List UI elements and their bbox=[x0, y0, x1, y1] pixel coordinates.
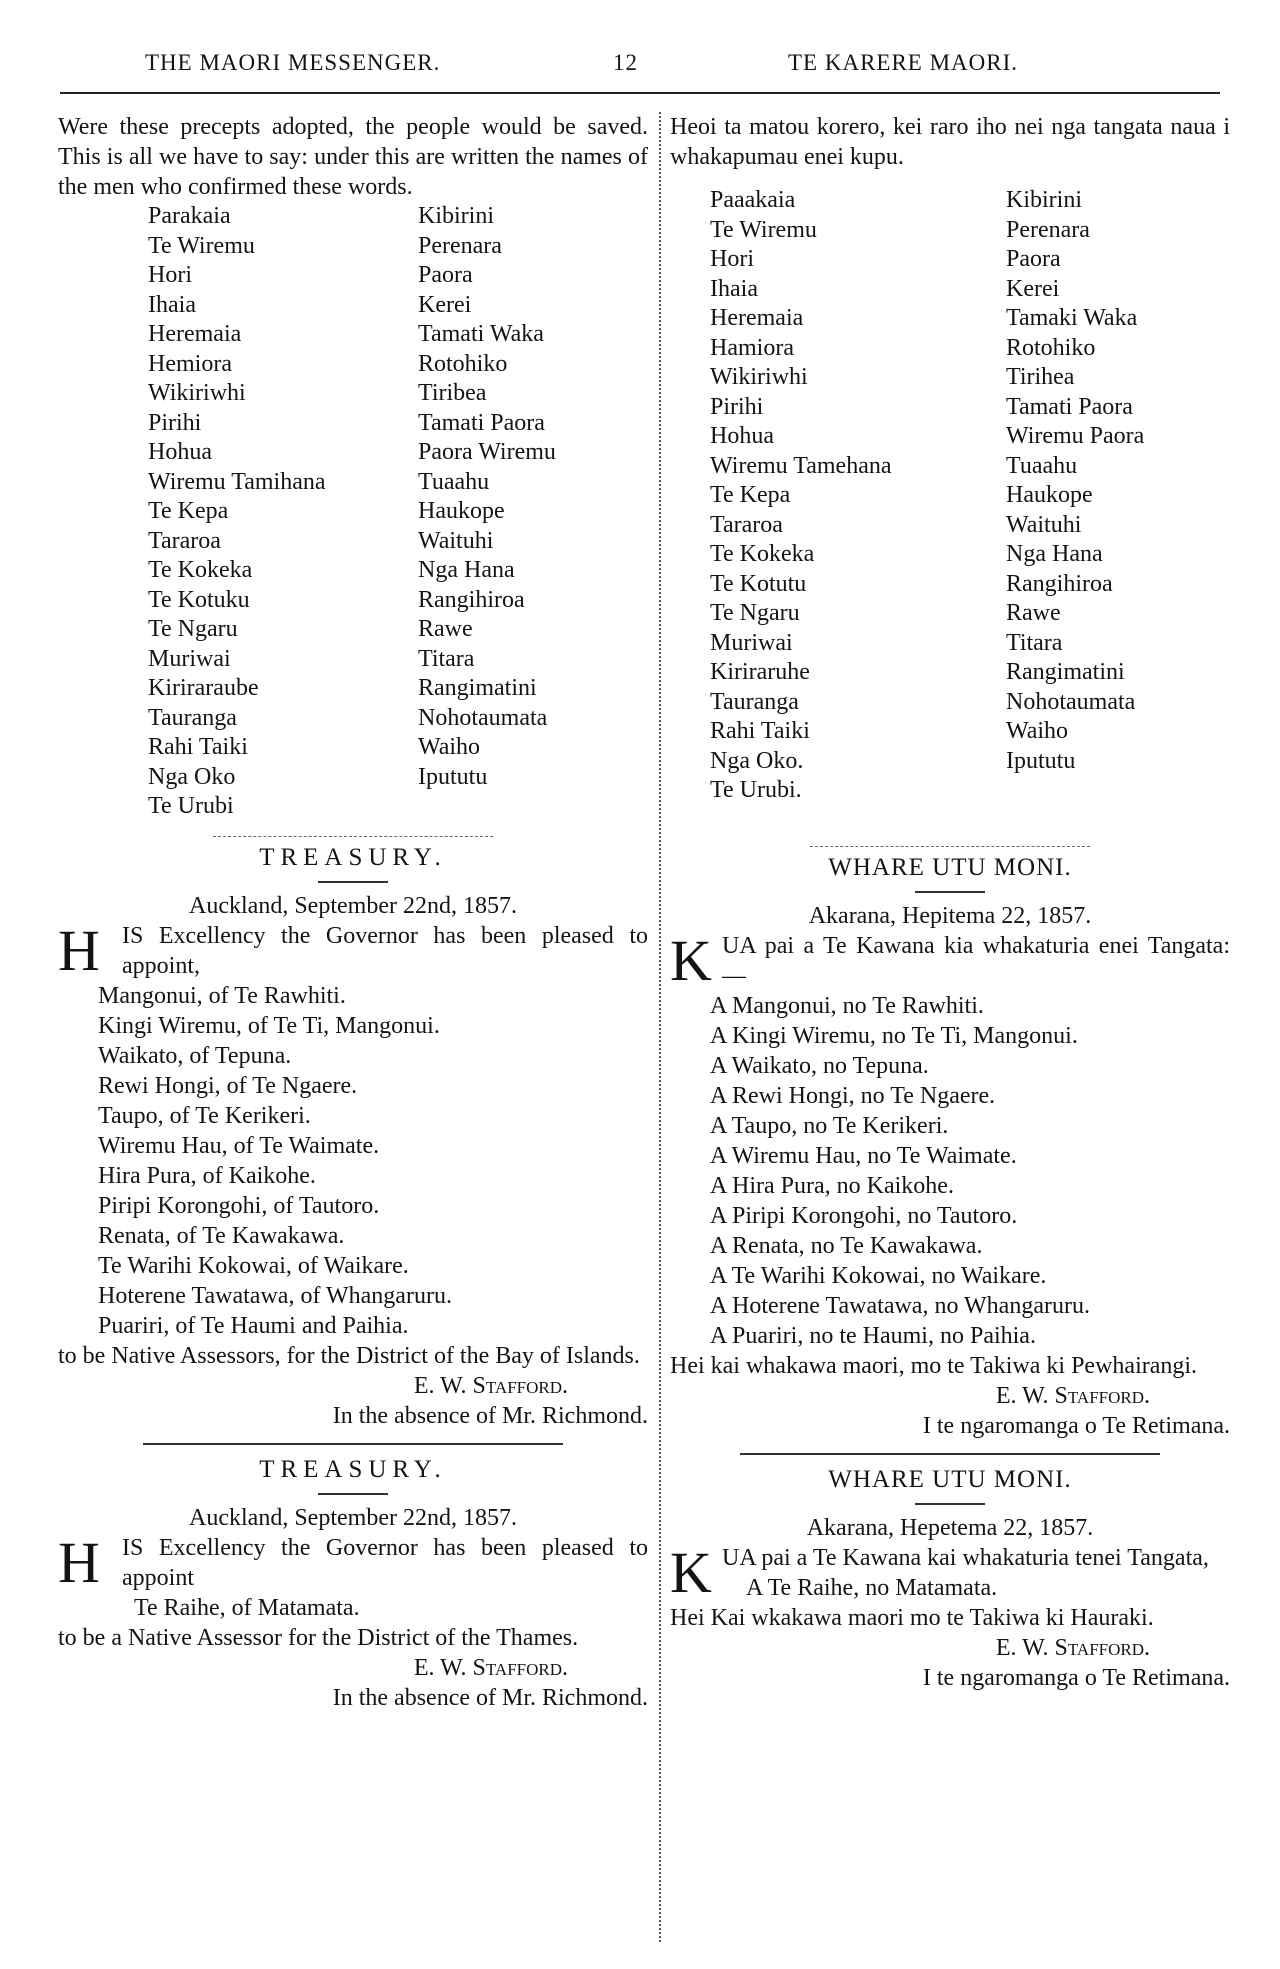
appointee-item: Puariri, of Te Haumi and Paihia. bbox=[98, 1312, 409, 1339]
name-entry: Tamati Paora bbox=[1006, 393, 1133, 420]
name-entry: Hohua bbox=[148, 439, 212, 465]
name-entry: Kiriraruhe bbox=[710, 659, 810, 685]
name-entry: Nohotaumata bbox=[1006, 688, 1136, 715]
signature-note: I te ngaromanga o Te Retimana. bbox=[922, 1412, 1230, 1439]
name-entry: Muriwai bbox=[710, 629, 793, 656]
name-entry: Nga Hana bbox=[418, 557, 515, 583]
name-entry: Kerei bbox=[418, 291, 472, 318]
appointee-item: A Kingi Wiremu, no Te Ti, Mangonui. bbox=[710, 1022, 1078, 1049]
names-column-1 bbox=[148, 202, 418, 822]
appointee-item: A Hira Pura, no Kaikohe. bbox=[710, 1172, 954, 1199]
appointee-item: Kingi Wiremu, of Te Ti, Mangonui. bbox=[98, 1012, 440, 1039]
name-entry: Titara bbox=[418, 645, 475, 672]
maori-column bbox=[670, 112, 1230, 1693]
name-entry: Rangimatini bbox=[1006, 659, 1125, 685]
appointee-item: A Te Raihe, no Matamata. bbox=[746, 1574, 998, 1601]
notice-1-body bbox=[670, 927, 1230, 993]
title-rule bbox=[915, 891, 985, 893]
title-rule bbox=[318, 881, 388, 883]
name-entry: Te Ngaru bbox=[148, 616, 238, 642]
notice-1-closing: to be Native Assessors, for the District of the Bay of Islands. bbox=[58, 1342, 640, 1369]
name-entry: Tuaahu bbox=[418, 468, 490, 495]
english-names-list bbox=[148, 202, 648, 822]
name-entry: Te Kotutu bbox=[710, 570, 807, 597]
notice-1-body bbox=[58, 917, 648, 983]
title-rule bbox=[915, 1503, 985, 1505]
name-entry: Waiho bbox=[418, 734, 481, 760]
name-entry: Paora bbox=[418, 262, 473, 288]
appointee-item: A Taupo, no Te Kerikeri. bbox=[710, 1112, 949, 1139]
name-entry: Tamaki Waka bbox=[1006, 305, 1138, 331]
name-entry: Muriwai bbox=[148, 645, 231, 672]
name-entry: Kibirini bbox=[418, 203, 494, 229]
name-entry: Pirihi bbox=[148, 409, 202, 436]
appointee-item: A Hoterene Tawatawa, no Whangaruru. bbox=[710, 1292, 1090, 1319]
name-entry: Tauranga bbox=[148, 704, 237, 731]
page-header bbox=[60, 44, 1220, 86]
signature: E. W. Stafford. bbox=[995, 1634, 1150, 1661]
notice-2-lead: IS Excellency the Governor has been pleased to appoint bbox=[122, 1534, 648, 1591]
name-entry: Wiremu Tamihana bbox=[148, 468, 326, 495]
drop-cap: H bbox=[58, 1529, 100, 1595]
section-separator bbox=[213, 836, 493, 837]
names-column-2 bbox=[418, 202, 678, 822]
signature-note: In the absence of Mr. Richmond. bbox=[332, 1684, 648, 1711]
signature: E. W. Stafford. bbox=[413, 1654, 568, 1681]
name-entry: Heremaia bbox=[148, 321, 242, 347]
appointee-item: A Piripi Korongohi, no Tautoro. bbox=[710, 1202, 1018, 1229]
name-entry: Hori bbox=[710, 246, 754, 272]
name-entry: Tiribea bbox=[418, 380, 487, 406]
name-entry: Te Kepa bbox=[710, 482, 791, 508]
name-entry: Kerei bbox=[1006, 275, 1060, 302]
maori-names-list bbox=[710, 186, 1230, 806]
name-entry: Waituhi bbox=[1006, 511, 1082, 538]
names-column-1 bbox=[710, 186, 1006, 806]
notice-1-date: Auckland, September 22nd, 1857. bbox=[189, 892, 517, 919]
name-entry: Pirihi bbox=[710, 393, 764, 420]
name-entry: Kiriraraube bbox=[148, 675, 259, 701]
appointee-item: Taupo, of Te Kerikeri. bbox=[98, 1102, 311, 1129]
notice-2-closing: to be a Native Assessor for the District of the Thames. bbox=[58, 1624, 579, 1651]
name-entry: Wikiriwhi bbox=[710, 364, 808, 390]
signature-note: In the absence of Mr. Richmond. bbox=[332, 1402, 648, 1429]
name-entry: Wiremu Tamehana bbox=[710, 452, 892, 479]
english-column bbox=[58, 112, 648, 1713]
name-entry: Hamiora bbox=[710, 334, 794, 361]
name-entry: Perenara bbox=[1006, 216, 1090, 243]
signature-note: I te ngaromanga o Te Retimana. bbox=[922, 1664, 1230, 1691]
drop-cap: K bbox=[670, 1539, 712, 1605]
appointee-item: A Wiremu Hau, no Te Waimate. bbox=[710, 1142, 1017, 1169]
name-entry: Tauranga bbox=[710, 688, 799, 715]
name-entry: Ipututu bbox=[1006, 747, 1076, 774]
name-entry: Heremaia bbox=[710, 305, 804, 331]
maori-intro: Heoi ta matou korero, kei raro iho nei nga tangata naua i whakapumau enei kupu. bbox=[670, 114, 1230, 170]
page-number: 12 bbox=[613, 50, 638, 75]
name-entry: Nohotaumata bbox=[418, 704, 548, 731]
name-entry: Te Kokeka bbox=[148, 557, 253, 583]
notice-2-body bbox=[58, 1529, 648, 1595]
header-english-title: THE MAORI MESSENGER. bbox=[145, 50, 441, 75]
name-entry: Rahi Taiki bbox=[710, 718, 810, 744]
name-entry: Hohua bbox=[710, 423, 774, 449]
notice-2-date: Auckland, September 22nd, 1857. bbox=[189, 1504, 517, 1531]
signature: E. W. Stafford. bbox=[413, 1372, 568, 1399]
appointee-item: A Te Warihi Kokowai, no Waikare. bbox=[710, 1262, 1047, 1289]
name-entry: Paora Wiremu bbox=[418, 439, 556, 465]
name-entry: Perenara bbox=[418, 232, 502, 259]
name-entry: Parakaia bbox=[148, 203, 231, 229]
names-column-2 bbox=[1006, 186, 1246, 806]
name-entry: Haukope bbox=[418, 498, 505, 524]
english-intro: Were these precepts adopted, the people would be saved. This is all we have to say: under this are written the names of the men who confirmed these words. bbox=[58, 114, 648, 200]
name-entry: Te Urubi bbox=[148, 793, 234, 819]
name-entry: Paora bbox=[1006, 246, 1061, 272]
name-entry: Rangimatini bbox=[418, 675, 537, 701]
treasury-heading-1: TREASURY. bbox=[259, 843, 447, 871]
name-entry: Tararoa bbox=[148, 527, 221, 554]
name-entry: Tararoa bbox=[710, 511, 783, 538]
whare-utu-moni-heading-2: WHARE UTU MONI. bbox=[828, 1465, 1072, 1493]
name-entry: Ihaia bbox=[710, 275, 758, 302]
name-entry: Waituhi bbox=[418, 527, 494, 554]
appointee-item: Hoterene Tawatawa, of Whangaruru. bbox=[98, 1282, 452, 1309]
name-entry: Waiho bbox=[1006, 718, 1069, 744]
name-entry: Nga Oko. bbox=[710, 747, 804, 774]
section-separator bbox=[810, 846, 1090, 847]
drop-cap: H bbox=[58, 917, 100, 983]
name-entry: Haukope bbox=[1006, 482, 1093, 508]
appointee-item: Wiremu Hau, of Te Waimate. bbox=[98, 1132, 380, 1159]
appointee-item: A Renata, no Te Kawakawa. bbox=[710, 1232, 983, 1259]
name-entry: Rawe bbox=[1006, 600, 1061, 626]
notice-1-lead: UA pai a Te Kawana kia whakaturia enei Tangata: — bbox=[722, 932, 1230, 989]
name-entry: Te Urubi. bbox=[710, 777, 802, 803]
notice-1-closing: Hei kai whakawa maori, mo te Takiwa ki Pewhairangi. bbox=[670, 1352, 1198, 1379]
name-entry: Kibirini bbox=[1006, 187, 1082, 213]
name-entry: Hori bbox=[148, 262, 192, 288]
appointee-item: A Waikato, no Tepuna. bbox=[710, 1052, 929, 1079]
name-entry: Te Kotuku bbox=[148, 586, 250, 613]
appointee-item: Piripi Korongohi, of Tautoro. bbox=[98, 1192, 380, 1219]
name-entry: Tuaahu bbox=[1006, 452, 1078, 479]
appointee-item: Mangonui, of Te Rawhiti. bbox=[98, 982, 346, 1009]
appointee-item: Renata, of Te Kawakawa. bbox=[98, 1222, 345, 1249]
drop-cap: K bbox=[670, 927, 712, 993]
name-entry: Tamati Waka bbox=[418, 321, 544, 347]
name-entry: Rotohiko bbox=[1006, 334, 1096, 361]
name-entry: Titara bbox=[1006, 629, 1063, 656]
whare-utu-moni-heading-1: WHARE UTU MONI. bbox=[828, 853, 1072, 881]
title-rule bbox=[318, 1493, 388, 1495]
notice-1-date: Akarana, Hepitema 22, 1857. bbox=[808, 902, 1092, 929]
name-entry: Rawe bbox=[418, 616, 473, 642]
notice-separator bbox=[143, 1443, 563, 1445]
appointee-item: Waikato, of Tepuna. bbox=[98, 1042, 292, 1069]
name-entry: Nga Hana bbox=[1006, 541, 1103, 567]
name-entry: Wiremu Paora bbox=[1006, 423, 1145, 449]
notice-2-lead: UA pai a Te Kawana kai whakaturia tenei Tangata, bbox=[722, 1544, 1209, 1571]
name-entry: Wikiriwhi bbox=[148, 380, 246, 406]
notice-2-closing: Hei Kai wkakawa maori mo te Takiwa ki Hauraki. bbox=[670, 1604, 1154, 1631]
treasury-heading-2: TREASURY. bbox=[259, 1455, 447, 1483]
header-maori-title: TE KARERE MAORI. bbox=[788, 50, 1019, 75]
appointee-item: A Rewi Hongi, no Te Ngaere. bbox=[710, 1082, 996, 1109]
name-entry: Rangihiroa bbox=[418, 586, 525, 613]
appointee-list bbox=[58, 981, 648, 1341]
name-entry: Te Ngaru bbox=[710, 600, 800, 626]
name-entry: Te Kepa bbox=[148, 498, 229, 524]
name-entry: Rotohiko bbox=[418, 350, 508, 377]
name-entry: Te Wiremu bbox=[148, 232, 255, 259]
appointee-item: Rewi Hongi, of Te Ngaere. bbox=[98, 1072, 358, 1099]
notice-separator bbox=[740, 1453, 1160, 1455]
name-entry: Ipututu bbox=[418, 763, 488, 790]
header-rule bbox=[60, 92, 1220, 94]
name-entry: Paaakaia bbox=[710, 187, 796, 213]
name-entry: Rahi Taiki bbox=[148, 734, 248, 760]
notice-2-date: Akarana, Hepetema 22, 1857. bbox=[806, 1514, 1094, 1541]
notice-1-lead: IS Excellency the Governor has been pleased to appoint, bbox=[122, 922, 648, 979]
name-entry: Te Kokeka bbox=[710, 541, 815, 567]
name-entry: Tirihea bbox=[1006, 364, 1075, 390]
name-entry: Te Wiremu bbox=[710, 216, 817, 243]
name-entry: Rangihiroa bbox=[1006, 570, 1113, 597]
appointee-list bbox=[670, 991, 1230, 1351]
appointee-item: Hira Pura, of Kaikohe. bbox=[98, 1162, 316, 1189]
appointee-item: Te Warihi Kokowai, of Waikare. bbox=[98, 1252, 409, 1279]
name-entry: Hemiora bbox=[148, 350, 232, 377]
name-entry: Tamati Paora bbox=[418, 409, 545, 436]
name-entry: Ihaia bbox=[148, 291, 196, 318]
appointee-item: Te Raihe, of Matamata. bbox=[134, 1594, 360, 1621]
appointee-item: A Mangonui, no Te Rawhiti. bbox=[710, 992, 984, 1019]
signature: E. W. Stafford. bbox=[995, 1382, 1150, 1409]
appointee-item: A Puariri, no te Haumi, no Paihia. bbox=[710, 1322, 1036, 1349]
name-entry: Nga Oko bbox=[148, 763, 236, 790]
